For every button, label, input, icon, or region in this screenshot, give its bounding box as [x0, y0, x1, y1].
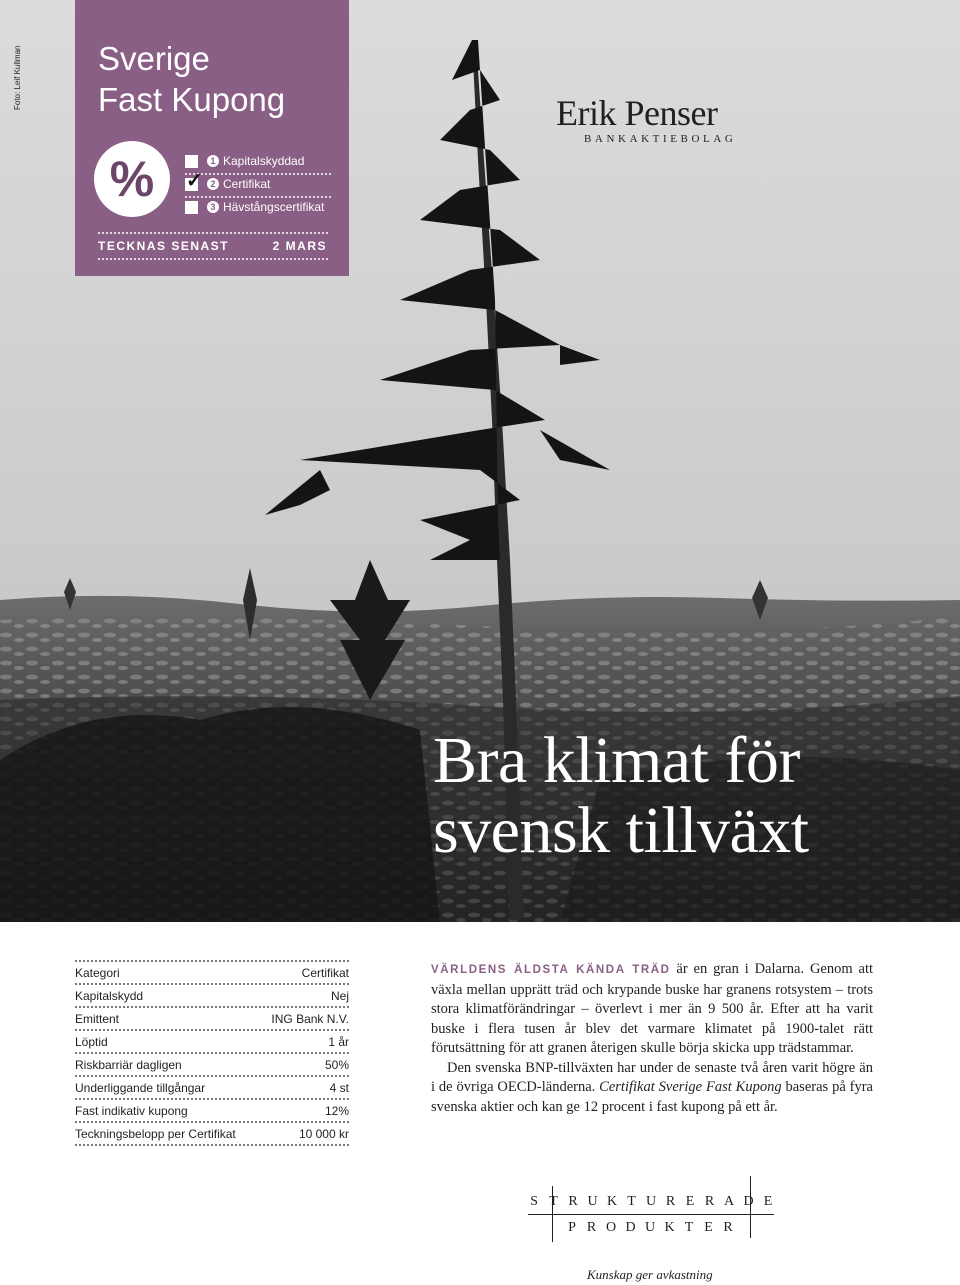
product-type-options [185, 152, 331, 219]
fact-value: 10 000 kr [298, 1127, 349, 1141]
strukturerade-produkter-mark [528, 1176, 778, 1266]
article-text: Den svenska BNP-tillväxten har under de senaste två åren varit högre än i de övriga OECD-länderna. [431, 1059, 873, 1095]
fact-row [75, 1033, 349, 1054]
fact-key: Löptid [75, 1035, 108, 1049]
mark-letter: T [627, 1194, 636, 1209]
fact-key: Underliggande tillgångar [75, 1081, 206, 1095]
option-havstangscertifikat [185, 198, 331, 219]
product-box [75, 0, 349, 276]
checked-checkbox-icon [185, 170, 203, 192]
fact-key: Emittent [75, 1012, 120, 1026]
product-title-line1: Sverige [98, 40, 210, 77]
option-label: Hävstångscertifikat [223, 200, 325, 214]
option-label: Certifikat [223, 177, 271, 191]
photo-credit: Foto: Leif Kullman [13, 45, 22, 110]
mark-letter: U [644, 1220, 656, 1235]
mark-letter: D [743, 1194, 754, 1209]
article-paragraph-2 [431, 1059, 873, 1118]
fact-value: 1 år [328, 1035, 349, 1049]
mark-letter: A [723, 1194, 735, 1209]
facts-table [75, 960, 349, 1146]
mark-letter: U [587, 1194, 598, 1209]
fact-value: ING Bank N.V. [271, 1012, 349, 1026]
article-text: är en gran i Dalarna. Genom att växla mellan upprätt träd och krypande buske har granens rotsystem – trots stora klimatförändringar – överlevt i mer än 9 500 år. Efter att ha varit buske i flera tusen år blev det varmare klimatet på 1900-talet rätt förutsättning för att granen återigen skulle börja skicka upp trädstammar. [431, 961, 873, 1056]
check-mark-icon: ✓ [186, 170, 203, 192]
fact-row [75, 987, 349, 1008]
fact-key: Kapitalskydd [75, 989, 144, 1003]
mark-letter: T [549, 1194, 558, 1209]
mark-letter: E [763, 1194, 773, 1209]
mark-letter: R [586, 1220, 597, 1235]
fact-value: 50% [324, 1058, 349, 1072]
brand-subtitle: BANKAKTIEBOLAG [584, 133, 737, 145]
checkbox-icon [185, 155, 198, 168]
number-badge: 3 [207, 201, 219, 213]
article-paragraph-1 [431, 960, 873, 1059]
fact-value: 12% [324, 1104, 349, 1118]
mark-letter: R [704, 1194, 715, 1209]
mark-letter: E [704, 1220, 713, 1235]
number-badge: 1 [207, 155, 219, 167]
headline-line1: Bra klimat för [433, 724, 800, 797]
option-kapitalskyddad [185, 152, 331, 175]
mark-letter: O [605, 1220, 617, 1235]
option-certifikat [185, 170, 331, 198]
mark-letter: D [625, 1220, 636, 1235]
percent-icon: % [94, 141, 170, 217]
deadline-value: 2 MARS [272, 239, 327, 253]
fact-key: Kategori [75, 966, 120, 980]
option-label: Kapitalskyddad [223, 154, 305, 168]
tagline: Kunskap ger avkastning [587, 1267, 713, 1282]
mark-letter: S [530, 1194, 538, 1209]
mark-letter: R [568, 1194, 578, 1209]
mark-letter: K [664, 1220, 675, 1235]
mark-letter: K [606, 1194, 618, 1209]
product-title [98, 38, 285, 120]
fact-row [75, 1056, 349, 1077]
fact-row [75, 1125, 349, 1146]
mark-letter: R [723, 1220, 733, 1235]
fact-row [75, 1102, 349, 1123]
mark-letter: U [645, 1194, 657, 1209]
mark-letter: E [685, 1194, 695, 1209]
article-body [431, 960, 873, 1117]
headline-line2: svensk tillväxt [433, 794, 809, 867]
number-badge: 2 [207, 178, 219, 190]
divider [98, 232, 328, 234]
mark-letter: T [684, 1220, 694, 1235]
deadline-label: TECKNAS SENAST [98, 239, 230, 253]
brand-logo: Erik Penser [556, 93, 718, 133]
checkbox-icon [185, 201, 198, 214]
fact-row [75, 1079, 349, 1100]
divider [98, 258, 328, 260]
article-text: baseras på fyra svenska aktier och kan ge 12 procent i fast kupong på ett år. [431, 1079, 873, 1115]
headline [433, 726, 953, 866]
fact-row [75, 964, 349, 985]
mark-letter: P [568, 1220, 576, 1235]
fact-key: Riskbarriär dagligen [75, 1058, 182, 1072]
fact-key: Fast indikativ kupong [75, 1104, 188, 1118]
product-title-line2: Fast Kupong [98, 81, 286, 118]
product-name-emphasis: Certifikat Sverige Fast Kupong [599, 1079, 782, 1095]
mark-letter: R [665, 1194, 676, 1209]
fact-key: Teckningsbelopp per Certifikat [75, 1127, 236, 1141]
fact-row [75, 1010, 349, 1031]
fact-value: Certifikat [301, 966, 349, 980]
fact-value: Nej [330, 989, 349, 1003]
article-lead: VÄRLDENS ÄLDSTA KÄNDA TRÄD [431, 964, 671, 976]
mark-rule [528, 1214, 774, 1215]
fact-value: 4 st [329, 1081, 349, 1095]
